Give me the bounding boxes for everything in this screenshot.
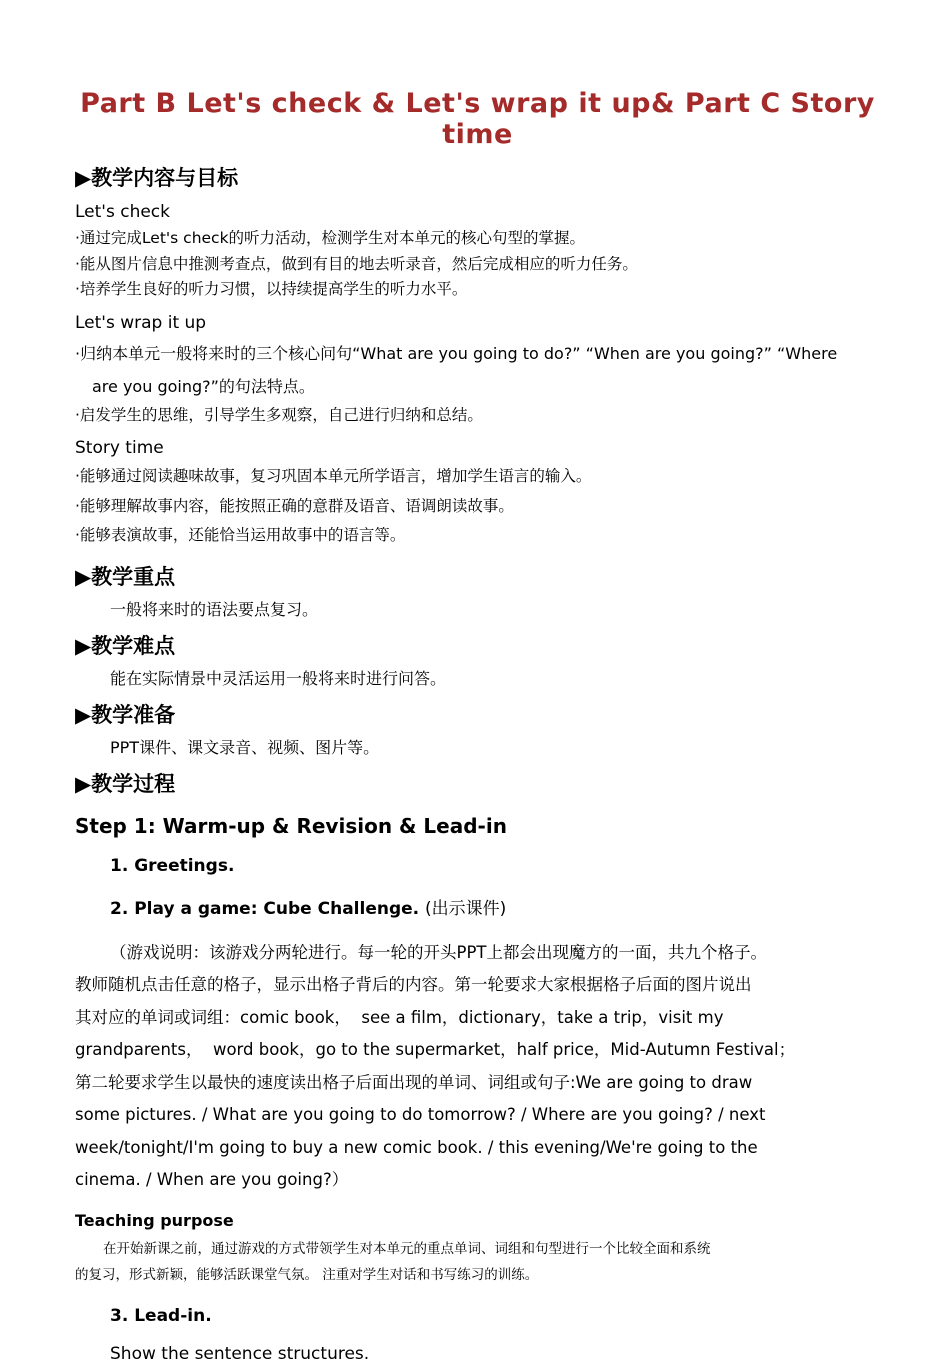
game-note-line-3: 其对应的单词或词组：comic book， see a film，dictionary，take a trip，visit my bbox=[75, 1007, 724, 1027]
game-note-line-7: week/tonight/I'm going to buy a new comic book. / this evening/We're going to the bbox=[75, 1137, 758, 1157]
game-note-line-5: 第二轮要求学生以最快的速度读出格子后面出现的单词、词组或句子:We are going to draw bbox=[75, 1072, 753, 1092]
story-time-bullet-2: ·能够理解故事内容，能按照正确的意群及语音、语调朗读故事。 bbox=[75, 496, 514, 515]
section-heading-preparation: ▶教学准备 bbox=[75, 702, 176, 727]
key-points-text: 一般将来时的语法要点复习。 bbox=[110, 599, 319, 619]
section-heading-key-points: ▶教学重点 bbox=[75, 564, 176, 589]
wrap-up-bullet-2: ·启发学生的思维，引导学生多观察，自己进行归纳和总结。 bbox=[75, 405, 483, 424]
game-note-line-8: cinema. / When are you going?） bbox=[75, 1170, 349, 1189]
section-heading-difficult-points: ▶教学难点 bbox=[75, 633, 176, 658]
story-time-bullet-3: ·能够表演故事，还能恰当运用故事中的语言等。 bbox=[75, 526, 406, 544]
game-note-line-6: some pictures. / What are you going to do tomorrow? / Where are you going? / next bbox=[75, 1105, 766, 1124]
game-item-chinese: (出示课件) bbox=[425, 898, 507, 919]
wrap-up-bullet-1-line-2: are you going?”的句法特点。 bbox=[92, 376, 315, 396]
story-time-label: Story time bbox=[75, 438, 164, 458]
lets-check-bullet-2: ·能从图片信息中推测考查点，做到有目的地去听录音，然后完成相应的听力任务。 bbox=[75, 254, 638, 273]
lets-check-label: Let's check bbox=[75, 202, 171, 222]
story-time-bullet-1: ·能够通过阅读趣味故事，复习巩固本单元所学语言，增加学生语言的输入。 bbox=[75, 467, 592, 485]
game-note-line-4: grandparents， word book，go to the supermarket，half price，Mid-Autumn Festival； bbox=[75, 1040, 796, 1059]
lets-check-bullet-3: ·培养学生良好的听力习惯，以持续提高学生的听力水平。 bbox=[75, 280, 468, 298]
teaching-purpose-line-2: 的复习，形式新颖，能够活跃课堂气氛。 注重对学生对话和书写练习的训练。 bbox=[75, 1266, 539, 1283]
teaching-purpose-line-1: 在开始新课之前，通过游戏的方式带领学生对本单元的重点单词、词组和句型进行一个比较全面和系统 bbox=[103, 1240, 711, 1257]
difficult-points-text: 能在实际情景中灵活运用一般将来时进行问答。 bbox=[110, 668, 447, 688]
step-1-item-greetings: 1. Greetings. bbox=[110, 855, 235, 876]
preparation-text: PPT课件、课文录音、视频、图片等。 bbox=[110, 737, 380, 757]
wrap-up-bullet-1-line-1: ·归纳本单元一般将来时的三个核心问句“What are you going to do?” “When are you going?” “Where bbox=[75, 343, 838, 363]
step-1-item-lead-in: 3. Lead-in. bbox=[110, 1305, 212, 1326]
step-1-item-game bbox=[110, 894, 880, 919]
wrap-up-label: Let's wrap it up bbox=[75, 312, 207, 333]
section-heading-goals: ▶教学内容与目标 bbox=[75, 166, 239, 190]
game-item-english: 2. Play a game: Cube Challenge. bbox=[110, 898, 426, 919]
game-note-line-2: 教师随机点击任意的格子，显示出格子背后的内容。第一轮要求大家根据格子后面的图片说出 bbox=[75, 975, 752, 994]
step-1-title: Step 1: Warm-up & Revision & Lead-in bbox=[75, 813, 507, 838]
lead-in-subtext: Show the sentence structures. bbox=[110, 1343, 370, 1364]
teaching-purpose-label: Teaching purpose bbox=[75, 1210, 234, 1230]
lets-check-bullet-1: ·通过完成Let's check的听力活动，检测学生对本单元的核心句型的掌握。 bbox=[75, 229, 586, 247]
section-heading-process: ▶教学过程 bbox=[75, 771, 176, 796]
game-note-line-1: （游戏说明：该游戏分两轮进行。每一轮的开头PPT上都会出现魔方的一面，共九个格子。 bbox=[110, 942, 767, 962]
lesson-title: Part B Let's check & Let's wrap it up& Part C Story time bbox=[80, 88, 875, 150]
